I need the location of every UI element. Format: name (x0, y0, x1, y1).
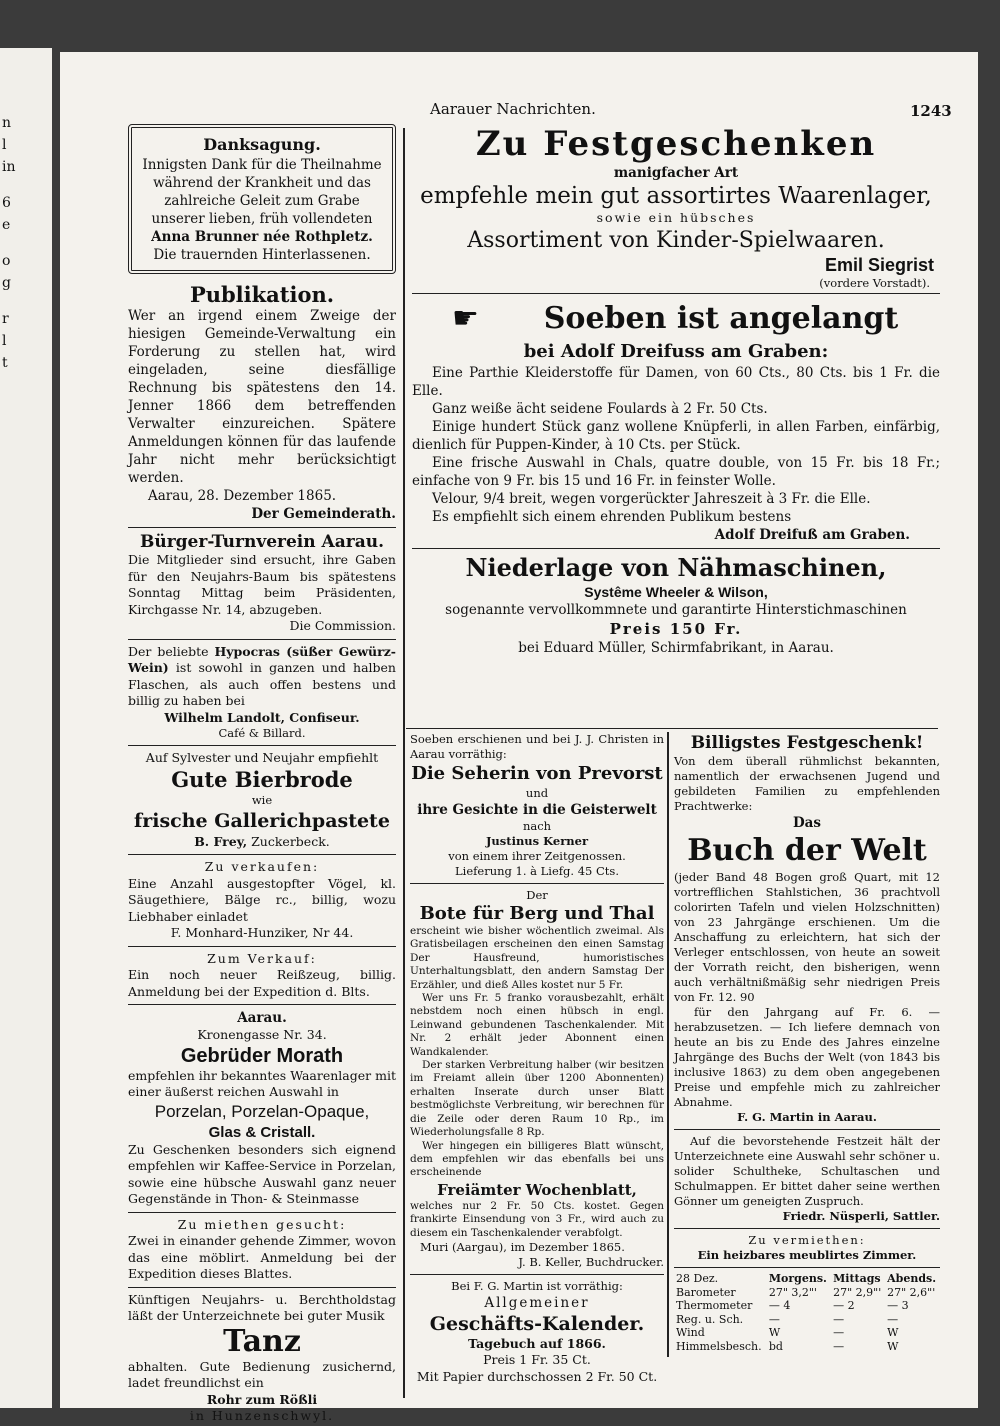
festgeschenken-line3: empfehle mein gut assortirtes Waarenlager, (420, 183, 932, 209)
prev-letter: l (2, 137, 7, 153)
verkauf2-text: Ein noch neuer Reißzeug, billig. Anmeldung bei der Expedition d. Blts. (128, 967, 396, 999)
miethen-text: Zwei in einander gehende Zimmer, wovon das eine möblirt. Anmeldung bei der Expedition dieses Blattes. (128, 1233, 396, 1281)
schul-text: Auf die bevorstehende Festzeit hält der Unterzeichnete eine Auswahl sehr schöner u. solider Schultheke, Schultaschen und Schulmappen. Er bittet daher seine werthen Gönner um geneigten Zuspruch. (674, 1134, 940, 1208)
seherin-title: Die Seherin von Prevorst (411, 763, 663, 784)
notice-title: Danksagung. (203, 135, 321, 154)
weather-table (674, 1272, 940, 1353)
tanz-text2: abhalten. Gute Bedienung zusichernd, ladet freundlichst ein (128, 1358, 396, 1390)
right-top (412, 124, 940, 732)
tanz-sign: Rohr zum Rößli (206, 1391, 318, 1407)
weather-row: Barometer 27" 3,2"' 27" 2,9"' 27" 2,6"' (676, 1285, 936, 1299)
dreifuss-sign: Adolf Dreifuß am Graben. (714, 526, 910, 543)
festgeschenken-sub2: (vordere Vorstadt). (819, 275, 930, 290)
bote-date: Muri (Aargau), im Dezember 1865. (420, 1239, 625, 1254)
previous-page-edge (0, 48, 52, 1408)
miethen-title: Zu miethen gesucht: (177, 1216, 347, 1232)
morath-name: Gebrüder Morath (180, 1044, 344, 1067)
welt-text: Von dem überall rühmlichst bekannten, namentlich der erwachsenen Jugend und gebildeten Familien zu empfehlenden Prachtwerke: (674, 754, 940, 813)
prev-letter: o (2, 253, 11, 269)
kalender-l1: Allgemeiner (484, 1294, 590, 1311)
bote-p4: Wer hingegen ein billigeres Blatt wünscht, dem empfehlen wir das ebenfalls bei uns erscheinende (410, 1139, 664, 1179)
morath-glas: Glas & Cristall. (208, 1123, 316, 1141)
morath-address: Kronengasse Nr. 34. (197, 1027, 327, 1042)
bier-wie: wie (251, 792, 273, 807)
prev-letter: l (2, 333, 7, 349)
tanz-sub: in Hunzenschwyl. (189, 1408, 335, 1423)
hypocras-sign: Wilhelm Landolt, Confiseur. (164, 709, 360, 725)
bier-sign: B. Frey, (194, 833, 248, 849)
morath-place: Aarau. (237, 1010, 287, 1026)
dreifuss-sub: bei Adolf Dreifuss am Graben: (523, 340, 829, 362)
naehmaschinen-l2: sogenannte vervollkommnete und garantirte Hinterstichmaschinen (445, 601, 907, 618)
bote-der: Der (526, 888, 548, 902)
bier-top: Auf Sylvester und Neujahr empfiehlt (145, 750, 379, 765)
naehmaschinen-l1: Systême Wheeler & Wilson, (584, 583, 768, 600)
verkauf1-sign: F. Monhard-Hunziker, Nr 44. (170, 925, 354, 940)
publikation-text: Wer an irgend einem Zweige der hiesigen Gemeinde-Verwaltung ein Forderung zu stellen hat, wird eingeladen, seine diesfällige Rechnung bis spätestens den 14. Jenner 1866 dem betreffenden Verwalter einzureichen. Spätere Anmeldungen können für das laufende Jahr nicht mehr berücksichtigt werden. (128, 308, 396, 486)
seherin-top: Soeben erschienen und bei J. J. Christen in Aarau vorräthig: (410, 732, 664, 761)
prev-letter: g (2, 275, 11, 291)
welt-das: Das (792, 815, 822, 831)
tanz-title: Tanz (223, 1323, 301, 1359)
turnverein-sign: Die Commission. (289, 618, 396, 633)
kalender-top: Bei F. G. Martin ist vorräthig: (451, 1278, 623, 1293)
notice-text: Innigsten Dank für die Theilnahme während der Krankheit und das zahlreiche Geleit zum Grabe unserer lieben, früh vollendeten (142, 157, 382, 227)
bier-sub: Zuckerbeck. (251, 833, 330, 849)
festgeschenken-sub: manigfacher Art (613, 165, 739, 181)
festgeschenken-sign: Emil Siegrist (824, 254, 934, 275)
naehmaschinen-sign: bei Eduard Müller, Schirmfabrikant, in Aarau. (518, 639, 834, 656)
notice-danksagung (128, 124, 396, 274)
festgeschenken-line5: Assortiment von Kinder-Spielwaaren. (467, 227, 885, 253)
publikation-title: Publikation. (189, 282, 335, 307)
morath-text2: Zu Geschenken besonders sich eignend empfehlen wir Kaffee-Service in Porzelan, sowie eine hübsche Auswahl ganz neuer Gegenstände in Thon- & Steinmasse (128, 1141, 396, 1206)
dreifuss-p6: Es empfiehlt sich einem ehrenden Publikum bestens (432, 508, 792, 525)
seherin-lieferung: Lieferung 1. à Liefg. 45 Cts. (455, 864, 619, 878)
dreifuss-p5: Velour, 9/4 breit, wegen vorgerückter Jahreszeit à 3 Fr. die Elle. (432, 490, 871, 507)
column-divider (403, 128, 405, 1398)
right-column (674, 732, 940, 1397)
kalender-p1: Preis 1 Fr. 35 Ct. (483, 1352, 591, 1368)
kalender-sub: Tagebuch auf 1866. (468, 1335, 606, 1351)
welt-p2: für den Jahrgang auf Fr. 6. — herabzusetzen. — Ich liefere demnach von heute an bis zu Ende des Jahres einzelne Jahrgänge des Buchs der Welt (von 1843 bis inclusive 1863) zu dem oben angegebenen Preise und empfehle mich zu zahlreicher Abnahme. (674, 1005, 940, 1109)
weather-row: Thermometer — 4 — 2 — 3 (676, 1299, 909, 1312)
weather-row: Wind W — W (676, 1326, 899, 1339)
weather-header: 28 Dez. Morgens. Mittags Abends. (676, 1272, 937, 1285)
prev-letter: 6 (2, 195, 11, 211)
verkauf2-title: Zum Verkauf: (207, 950, 317, 966)
welt-big: Buch der Welt (687, 833, 927, 868)
bote-p2: Wer uns Fr. 5 franko vorausbezahlt, erhält nebstdem noch einen hübsch in engl. Leinwand gebundenen Taschenkalender. Mit Nr. 2 erhält jeder Abonnent einen Wandkalender. (410, 992, 664, 1058)
schul-sign: Friedr. Nüsperli, Sattler. (782, 1209, 940, 1223)
welt-title: Billigstes Festgeschenk! (690, 733, 924, 753)
dreifuss-p4: Eine frische Auswahl in Chals, quatre double, von 15 Fr. bis 18 Fr.; einfache von 9 Fr. bis 15 und 16 Fr. in feinster Wolle. (412, 454, 940, 489)
pointing-hand-icon: ☛ (452, 300, 479, 336)
prev-letter: r (2, 311, 9, 327)
prev-letter: e (2, 217, 11, 233)
vermieten-title: Zu vermiethen: (748, 1233, 866, 1247)
vermieten-text: Ein heizbares meublirtes Zimmer. (697, 1248, 917, 1262)
seherin-nach: nach (522, 819, 552, 833)
welt-p1: (jeder Band 48 Bogen groß Quart, mit 12 vortrefflichen Stahlstichen, 36 prachtvoll colorirten Tafeln und vielen Holzschnitten) von 23 Jahrgänge erschienen. Um die Anschaffung zu erleichtern, hat sich der Verleger entschlossen, von heute an soweit der Vorrath reicht, den bisherigen, wenn auch verhältnißmäßig sehr niedrigen Preis von Fr. 12. 90 (674, 870, 940, 1004)
page-number: 1243 (910, 102, 952, 120)
hypocras-text1: Der beliebte (128, 643, 209, 659)
notice-name: Anna Brunner née Rothpletz. (151, 229, 373, 245)
verkauf1-text: Eine Anzahl ausgestopfter Vögel, kl. Säugethiere, Bälge rc., billig, wozu Liebhaber einladet (128, 875, 396, 924)
morath-porzelan: Porzelan, Porzelan-Opaque, (154, 1101, 370, 1121)
kalender-title: Geschäfts-Kalender. (429, 1312, 645, 1335)
left-column (128, 122, 396, 1423)
middle-column (410, 732, 664, 1387)
verkauf1-title: Zu verkaufen: (204, 859, 320, 874)
bote-title2: Freiämter Wochenblatt, (437, 1180, 637, 1199)
turnverein-text: Die Mitglieder sind ersucht, ihre Gaben für den Neujahrs-Baum bis spätestens Sonntag Mittag beim Präsidenten, Kirchgasse Nr. 14, abzugeben. (128, 552, 396, 617)
bote-p5: welches nur 2 Fr. 50 Cts. kostet. Gegen frankirte Einsendung von 3 Fr., wird auch zu diesem ein Taschenkalender verabfolgt. (410, 1199, 664, 1239)
dreifuss-p2: Ganz weiße ächt seidene Foulards à 2 Fr. 50 Cts. (432, 400, 768, 417)
bote-title: Bote für Berg und Thal (419, 903, 655, 924)
welt-sign: F. G. Martin in Aarau. (737, 1110, 877, 1124)
weather-row: Himmelsbesch. bd — W (676, 1339, 899, 1353)
seherin-author: Justinus Kerner (485, 834, 588, 848)
naehmaschinen-price: Preis 150 Fr. (609, 619, 743, 638)
dreifuss-title: Soeben ist angelangt (543, 300, 899, 336)
seherin-by: von einem ihrer Zeitgenossen. (448, 849, 626, 863)
seherin-und: und (525, 786, 549, 800)
notice-sign: Die trauernden Hinterlassenen. (153, 247, 371, 263)
hypocras-text2: ist sowohl in ganzen und halben Flaschen, als auch offen bestens und billig zu haben bei (128, 660, 396, 708)
publikation-date: Aarau, 28. Dezember 1865. (148, 488, 337, 504)
hypocras-sub: Café & Billard. (218, 726, 306, 740)
kalender-p2: Mit Papier durchschossen 2 Fr. 50 Ct. (416, 1368, 658, 1384)
bote-p3: Der starken Verbreitung halber (wir besitzen im Freiamt allein über 1200 Abonnenten) erhalten Inserate durch unser Blatt bestmöglichste Verbreitung, wir berechnen für die Zeile oder deren Raum 10 Rp., im Wiederholungsfalle 8 Rp. (410, 1059, 664, 1139)
newspaper-page (60, 52, 978, 1423)
dreifuss-p3: Einige hundert Stück ganz wollene Knüpferli, in allen Farben, einfärbig, dienlich für Puppen-Kinder, à 10 Cts. per Stück. (412, 418, 940, 453)
bier-line2: frische Gallerichpastete (134, 809, 390, 832)
prev-letter: t (2, 355, 8, 371)
bier-line1: Gute Bierbrode (171, 766, 353, 792)
festgeschenken-title: Zu Festgeschenken (475, 124, 877, 164)
bote-sign: J. B. Keller, Buchdrucker. (518, 1254, 664, 1269)
publikation-sign: Der Gemeinderath. (251, 506, 396, 522)
hypocras-name: Hypocras (süßer Gewürz-Wein) (128, 643, 396, 675)
column-divider-right (667, 732, 669, 1357)
page-header-title: Aarauer Nachrichten. (430, 100, 596, 118)
prev-letter: in (2, 159, 16, 175)
prev-letter: n (2, 115, 12, 131)
turnverein-title: Bürger-Turnverein Aarau. (139, 532, 384, 552)
festgeschenken-line4: sowie ein hübsches (596, 210, 756, 225)
bote-text: erscheint wie bisher wöchentlich zweimal. Als Gratisbeilagen erscheinen den einen Samstag Der Hausfreund, humoristisches Unterhaltungsblatt, den andern Samstag Der Erzähler, und dieß Alles kostet nur 5 Fr. (410, 925, 664, 991)
seherin-sub: ihre Gesichte in die Geisterwelt (417, 802, 657, 818)
naehmaschinen-title: Niederlage von Nähmaschinen, (465, 552, 887, 582)
weather-row: Reg. u. Sch. — — — (676, 1312, 899, 1326)
tanz-text1: Künftigen Neujahrs- u. Berchtholdstag läßt der Unterzeichnete bei guter Musik (128, 1291, 396, 1323)
morath-text1: empfehlen ihr bekanntes Waarenlager mit einer äußerst reichen Auswahl in (128, 1067, 396, 1099)
dreifuss-p1: Eine Parthie Kleiderstoffe für Damen, von 60 Cts., 80 Cts. bis 1 Fr. die Elle. (412, 364, 940, 399)
